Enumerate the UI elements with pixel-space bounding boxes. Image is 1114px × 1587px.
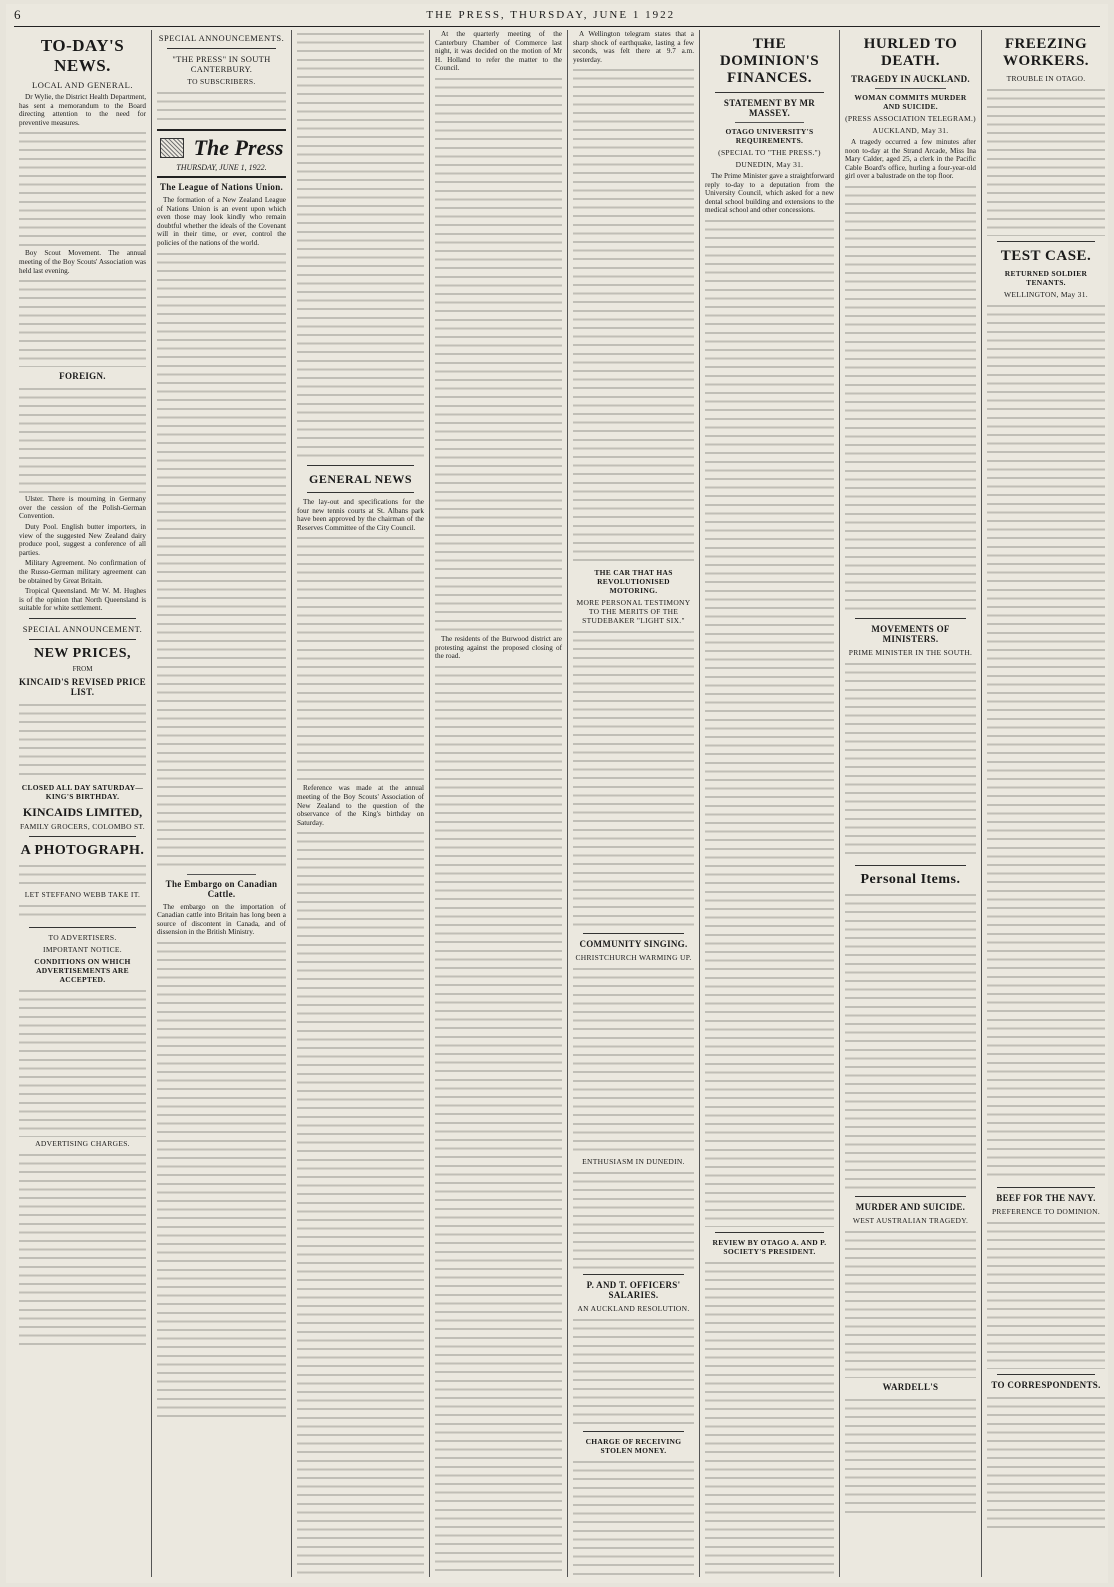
press-notice: "THE PRESS" IN SOUTH CANTERBURY.	[172, 54, 271, 74]
column-2	[152, 30, 292, 1577]
returned-soldier-heading: RETURNED SOLDIER TENANTS.	[1004, 269, 1088, 287]
special-announcements: SPECIAL ANNOUNCEMENTS.	[158, 33, 285, 43]
divider	[875, 88, 946, 89]
news-item: Ulster. There is mourning in Germany over the cession of the Polish-German Convention.	[19, 495, 146, 521]
nameplate	[157, 135, 286, 161]
news-item: Boy Scout Movement. The annual meeting of the Boy Scouts' Association was held last evening.	[19, 249, 146, 275]
divider	[735, 122, 804, 123]
car-heading: THE CAR THAT HAS REVOLUTIONISED MOTORING.	[594, 568, 673, 596]
dateline: WELLINGTON, May 31.	[1004, 290, 1088, 299]
text-block	[435, 75, 562, 635]
text-block	[845, 891, 976, 1191]
crest-icon	[160, 138, 184, 158]
review-heading: REVIEW BY OTAGO A. AND P. SOCIETY'S PRESIDENT.	[712, 1237, 827, 1256]
text-block	[157, 250, 286, 870]
divider	[29, 639, 136, 640]
kincaid-name: KINCAIDS LIMITED,	[22, 804, 143, 819]
singing-subheading: CHRISTCHURCH WARMING UP.	[575, 953, 692, 963]
column-6	[700, 30, 840, 1577]
text-block	[19, 129, 146, 249]
salaries-subheading: AN AUCKLAND RESOLUTION.	[577, 1304, 690, 1314]
column-3	[292, 30, 430, 1577]
general-news-text: The lay-out and specifications for the four new tennis courts at St. Albans park have been approved by the chairman of the Reserves Committee of the City Council.	[297, 498, 424, 532]
divider	[855, 865, 966, 866]
text-block	[297, 30, 424, 460]
advertising-charges: ADVERTISING CHARGES.	[35, 1138, 130, 1148]
newspaper-page	[6, 4, 1108, 1583]
text-block	[19, 987, 146, 1137]
tragedy-subheading: TRAGEDY IN AUCKLAND.	[851, 74, 970, 84]
page-title: THE PRESS, THURSDAY, JUNE 1 1922	[426, 9, 676, 21]
correspondents-heading: TO CORRESPONDENTS.	[991, 1380, 1101, 1390]
kincaid-price-list: KINCAID'S REVISED PRICE LIST.	[19, 676, 146, 697]
divider	[307, 492, 414, 493]
text-block	[573, 628, 694, 928]
column-7	[840, 30, 982, 1577]
text-block	[19, 902, 146, 922]
league-text: The formation of a New Zealand League of Nations Union is an event upon which even those may look kindly who remain doubtful whether the ideals of the Covenant will in their time, or ever, control the policies of the nations of the world.	[157, 196, 286, 247]
stolen-money-heading: CHARGE OF RECEIVING STOLEN MONEY.	[585, 1437, 682, 1456]
text-block	[19, 701, 146, 781]
news-text: At the quarterly meeting of the Canterbury Chamber of Commerce last night, it was decided on the motion of Mr H. Holland to refer the matter to the Council.	[435, 30, 562, 73]
column-4	[430, 30, 568, 1577]
press-association: (PRESS ASSOCIATION TELEGRAM.)	[845, 114, 976, 123]
column-8	[982, 30, 1110, 1577]
text-block	[705, 1259, 834, 1577]
news-text: The residents of the Burwood district are protesting against the proposed closing of the road.	[435, 634, 562, 661]
news-item: Dr Wylie, the District Health Department, has sent a memorandum to the Board directing attention to the need for preventive measures.	[19, 93, 146, 127]
text-block	[157, 89, 286, 125]
text-block	[573, 1458, 694, 1577]
special-to-press: (SPECIAL TO "THE PRESS.")	[718, 148, 821, 157]
columns	[14, 30, 1100, 1577]
text-block	[19, 385, 146, 495]
divider	[997, 1187, 1095, 1188]
general-news-heading: GENERAL NEWS	[308, 472, 413, 486]
general-news-text: Reference was made at the annual meeting of the Boy Scouts' Association of New Zealand to the question of the observance of the King's birthday on Saturday.	[297, 784, 424, 827]
divider	[997, 241, 1095, 242]
beef-navy-heading: BEEF FOR THE NAVY.	[996, 1193, 1096, 1203]
divider	[167, 48, 276, 49]
page-number: 6	[14, 7, 22, 22]
text-block	[573, 965, 694, 1155]
tragedy-text: A tragedy occurred a few minutes after noon to-day at the Strand Arcade, Miss Ina Mary Calder, aged 25, a clerk in the Pacific Cable Board's office, hurling a four-year-old girl over a balustrade on the top floor.	[845, 138, 976, 181]
conditions-heading: CONDITIONS ON WHICH ADVERTISEMENTS ARE ACCEPTED.	[34, 956, 131, 984]
finances-heading: THE DOMINION'S FINANCES.	[719, 36, 820, 86]
freezing-workers-heading: FREEZING WORKERS.	[1002, 36, 1090, 69]
text-block	[435, 663, 562, 1577]
photograph-ad-text: LET STEFFANO WEBB TAKE IT.	[24, 889, 141, 899]
salaries-heading: P. AND T. OFFICERS' SALARIES.	[586, 1280, 681, 1301]
advertisers-heading: TO ADVERTISERS.	[48, 932, 117, 942]
foreign-heading: FOREIGN.	[59, 371, 106, 382]
todays-news-heading: TO-DAY'S NEWS.	[40, 36, 125, 75]
test-case-heading: TEST CASE.	[1000, 248, 1092, 264]
page-masthead	[14, 4, 1100, 27]
text-block	[19, 277, 146, 367]
divider	[157, 176, 286, 178]
news-item: Duty Pool. English butter importers, in view of the suggested New Zealand dairy produce pool, suggest a conference of all parties.	[19, 522, 146, 557]
divider	[29, 836, 136, 837]
otago-heading: OTAGO UNIVERSITY'S REQUIREMENTS.	[725, 127, 814, 145]
editorial-date: THURSDAY, JUNE 1, 1922.	[176, 163, 267, 172]
text-block	[19, 1151, 146, 1351]
dateline: AUCKLAND, May 31.	[872, 126, 949, 135]
kincaid-address: FAMILY GROCERS, COLOMBO ST.	[20, 821, 145, 831]
closed-notice: CLOSED ALL DAY SATURDAY—KING'S BIRTHDAY.	[21, 782, 144, 801]
subscribers-notice: TO SUBSCRIBERS.	[187, 77, 256, 86]
text-block	[19, 862, 146, 888]
league-heading: The League of Nations Union.	[159, 182, 284, 192]
text-block	[845, 660, 976, 860]
important-notice: IMPORTANT NOTICE.	[43, 944, 122, 954]
otago-trouble: TROUBLE IN OTAGO.	[1006, 74, 1086, 83]
news-text: A Wellington telegram states that a sharp shock of earthquake, lasting a few seconds, was felt there at 9.7 a.m. yesterday.	[573, 30, 694, 64]
divider	[855, 618, 966, 619]
text-block	[845, 1396, 976, 1516]
news-item: Military Agreement. No confirmation of the Russo-German military agreement can be obtained by Great Britain.	[19, 559, 146, 585]
hurled-heading: HURLED TO DEATH.	[863, 36, 958, 69]
text-block	[157, 939, 286, 1419]
nameplate-title: The Press	[193, 135, 284, 160]
west-australian-subheading: WEST AUSTRALIAN TRAGEDY.	[852, 1215, 969, 1225]
divider	[583, 1431, 684, 1432]
cattle-text: The embargo on the importation of Canadian cattle into Britain has long been a source of discontent in Canada, and of dissension in the British Ministry.	[157, 902, 286, 937]
murder-suicide-heading: MURDER AND SUICIDE.	[855, 1201, 966, 1212]
text-block	[987, 1219, 1105, 1369]
dunedin-enthusiasm: ENTHUSIASM IN DUNEDIN.	[582, 1157, 685, 1167]
text-block	[573, 1169, 694, 1269]
divider	[307, 465, 414, 466]
text-block	[845, 1228, 976, 1378]
text-block	[987, 302, 1105, 1182]
local-general-heading: LOCAL AND GENERAL.	[32, 80, 133, 90]
divider	[583, 1274, 684, 1275]
divider	[29, 927, 136, 928]
column-5	[568, 30, 700, 1577]
from-label: FROM	[72, 664, 93, 673]
column-1	[14, 30, 152, 1577]
woman-murder-heading: WOMAN COMMITS MURDER AND SUICIDE.	[854, 93, 967, 111]
special-announcement: SPECIAL ANNOUNCEMENT.	[22, 623, 143, 634]
massey-statement: STATEMENT BY MR MASSEY.	[723, 98, 816, 118]
car-subheading: MORE PERSONAL TESTIMONY TO THE MERITS OF THE STUDEBAKER "LIGHT SIX."	[576, 598, 691, 626]
text-block	[845, 183, 976, 613]
divider	[583, 933, 684, 934]
singing-heading: COMMUNITY SINGING.	[579, 939, 688, 950]
text-block	[573, 66, 694, 566]
personal-items-heading: Personal Items.	[860, 871, 961, 887]
ministers-subheading: PRIME MINISTER IN THE SOUTH.	[848, 647, 973, 657]
divider	[715, 92, 824, 93]
divider	[187, 874, 256, 875]
divider	[855, 1196, 966, 1197]
divider	[715, 1232, 824, 1233]
photograph-ad: A PHOTOGRAPH.	[20, 842, 145, 858]
text-block	[705, 217, 834, 1227]
divider	[997, 1374, 1095, 1375]
wardells-ad: WARDELL'S	[882, 1381, 939, 1392]
text-block	[987, 1394, 1105, 1534]
cattle-heading: The Embargo on Canadian Cattle.	[165, 878, 278, 899]
divider	[29, 618, 136, 619]
divider	[157, 129, 286, 131]
new-prices-heading: NEW PRICES,	[33, 645, 132, 661]
text-block	[987, 86, 1105, 236]
beef-subheading: PREFERENCE TO DOMINION.	[991, 1207, 1101, 1216]
news-item: Tropical Queensland. Mr W. M. Hughes is of the opinion that North Queensland is suitable for white settlement.	[19, 587, 146, 613]
text-block	[297, 534, 424, 784]
dateline: DUNEDIN, May 31.	[735, 160, 804, 169]
text-block	[297, 829, 424, 1577]
finances-text: The Prime Minister gave a straightforward reply to-day to a deputation from the University Council, which asked for a new dental school building and extensions to the medical school and other concessions.	[705, 172, 834, 215]
text-block	[573, 1316, 694, 1426]
ministers-heading: MOVEMENTS OF MINISTERS.	[871, 623, 950, 644]
